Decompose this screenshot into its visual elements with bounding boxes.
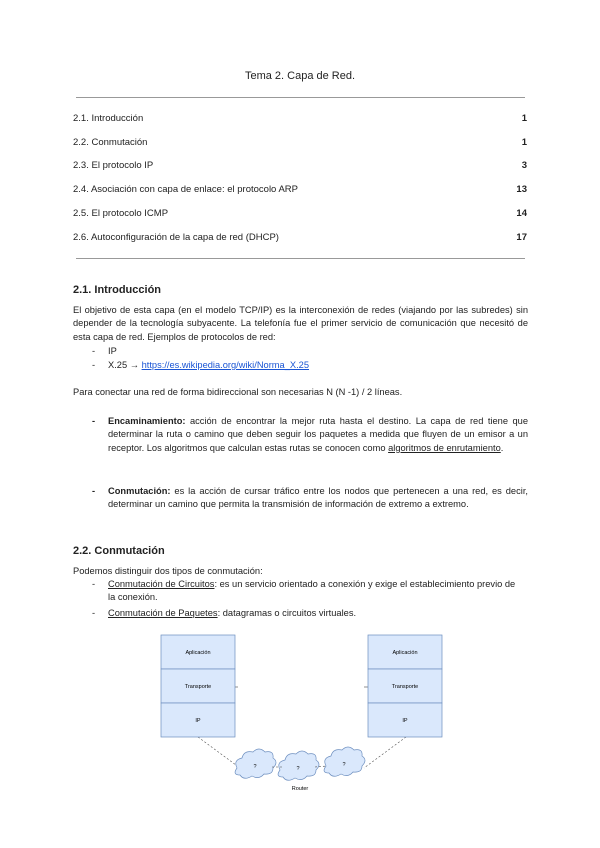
list-bullet: -: [92, 608, 96, 618]
example-ip: IP: [108, 346, 117, 356]
list-bullet: -: [92, 486, 96, 496]
router-label: Router: [291, 786, 309, 792]
toc-label: 2.1. Introducción: [73, 113, 144, 124]
conectar-paragraph: Para conectar una red de forma bidireccional son necesarias N (N -1) / 2 líneas.: [73, 387, 403, 397]
layer-label: IP: [195, 718, 201, 724]
encaminamiento-end: .: [500, 442, 504, 453]
layer-label: Transporte: [391, 684, 419, 690]
connector-line: [198, 737, 240, 768]
cloud-group: [235, 747, 365, 780]
toc-label: 2.2. Conmutación: [73, 137, 148, 148]
toc-page-number: 17: [516, 232, 527, 243]
cloud-label: ?: [253, 764, 257, 770]
list-bullet: -: [92, 579, 96, 589]
circuitos-text: : es un servicio orientado a conexión y exige el establecimiento previo de la conexión.: [108, 579, 516, 603]
encaminamiento-term: Encaminamiento:: [108, 416, 186, 426]
paquetes-term: Conmutación de Paquetes: [108, 608, 218, 618]
cloud-label: ?: [296, 766, 300, 772]
layer-label: Transporte: [184, 684, 212, 690]
layer-label: IP: [402, 718, 408, 724]
paquetes-text: : datagramas o circuitos virtuales.: [217, 608, 357, 618]
right-protocol-stack: [368, 635, 442, 737]
list-bullet: -: [92, 360, 96, 370]
algoritmos-link[interactable]: algoritmos de enrutamiento: [388, 442, 501, 453]
toc-label: 2.6. Autoconfiguración de la capa de red (DHCP): [73, 232, 279, 243]
example-x25-label: X.25 →: [108, 360, 142, 370]
toc-page-number: 3: [521, 160, 527, 171]
connector-line: [364, 737, 406, 768]
layer-label: Aplicación: [185, 650, 211, 656]
toc-label: 2.3. El protocolo IP: [73, 160, 154, 171]
page-title: Tema 2. Capa de Red.: [244, 70, 356, 82]
list-bullet: -: [92, 416, 96, 426]
layer-label: Aplicación: [392, 650, 418, 656]
intro-paragraph: El objetivo de esta capa (en el modelo TCP/IP) es la interconexión de redes (viajando por las subredes) sin depender de la tecnología subyacente. La telefonía fue el primer servicio de comunicación que necesitó de esta capa de red. Ejemplos de protocolos de red:: [73, 305, 528, 342]
x25-link[interactable]: https://es.wikipedia.org/wiki/Norma_X.25: [141, 360, 310, 370]
conmutacion-text: es la acción de cursar tráfico entre los nodos que pertenecen a una red, es decir, determinar un camino que permita la transmisión de información de extremo a extremo.: [108, 486, 528, 510]
toc-label: 2.5. El protocolo ICMP: [73, 208, 169, 219]
list-bullet: -: [92, 346, 96, 356]
toc-label: 2.4. Asociación con capa de enlace: el protocolo ARP: [73, 184, 298, 195]
toc-page-number: 14: [516, 208, 527, 219]
left-protocol-stack: [161, 635, 235, 737]
conmutacion-intro: Podemos distinguir dos tipos de conmutación:: [73, 566, 263, 576]
toc-page-number: 1: [521, 113, 527, 124]
cloud-label: ?: [342, 762, 346, 768]
toc-page-number: 13: [516, 184, 527, 195]
encaminamiento-text: acción de encontrar la mejor ruta hasta el destino. La capa de red tiene que determinar la ruta o camino que deben seguir los paquetes a medida que fluyen de un emisor a un receptor. Los algoritmos que calculan estas rutas se conocen como: [108, 416, 528, 453]
section-heading-conmutacion: 2.2. Conmutación: [73, 545, 165, 557]
toc-page-number: 1: [521, 137, 527, 148]
circuitos-term: Conmutación de Circuitos: [108, 579, 215, 589]
conmutacion-term: Conmutación:: [108, 486, 171, 496]
section-heading-introduccion: 2.1. Introducción: [73, 284, 162, 296]
